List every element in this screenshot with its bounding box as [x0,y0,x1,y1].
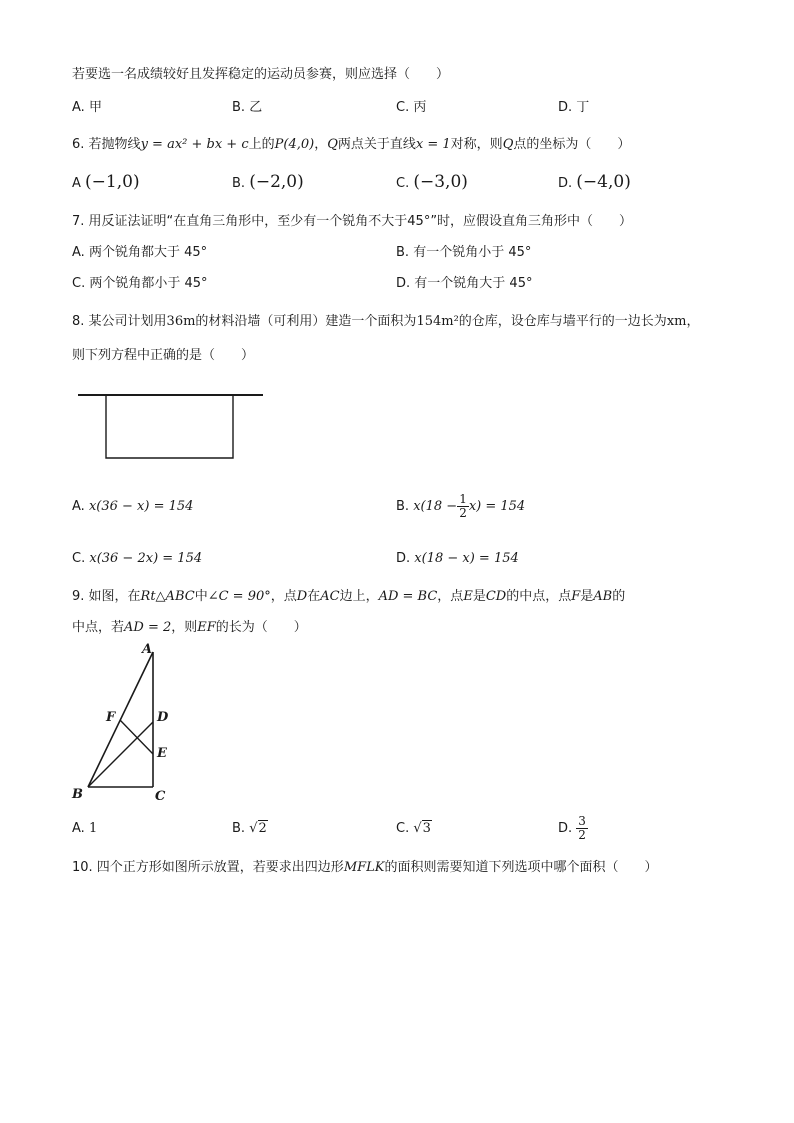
q9-option-a[interactable]: A. 1 [72,821,98,836]
q9-stem-line2: 中点，若AD = 2，则EF的长为（ ） [72,620,307,635]
q5-option-a[interactable]: A. 甲 [72,100,102,115]
sqrt-three: √3 [413,821,431,836]
q6-option-c[interactable]: C. (−3,0) [396,172,468,192]
q5-stem: 若要选一名成绩较好且发挥稳定的运动员参赛，则应选择（ ） [72,67,450,82]
q6-option-a[interactable]: A (−1,0) [72,172,140,192]
q7-option-a[interactable]: A. 两个锐角都大于 45° [72,245,208,260]
q6-stem: 6. 若抛物线y = ax² + bx + c上的P(4,0)，Q两点关于直线x = 1对称，则Q点的坐标为（ ） [72,137,631,152]
segment-ab [88,652,153,787]
q7-stem: 7. 用反证法证明“在直角三角形中，至少有一个锐角不大于45°”时，应假设直角三角形中（ ） [72,214,633,229]
q5-option-d[interactable]: D. 丁 [558,100,590,115]
q6-option-b[interactable]: B. (−2,0) [232,172,304,192]
q9-triangle-figure [64,640,184,810]
q6-axis-line: x = 1 [415,137,451,152]
q5-option-c[interactable]: C. 丙 [396,100,427,115]
q8-option-c[interactable]: C. x(36 − 2x) = 154 [72,551,203,566]
q8-option-b[interactable]: B. x(18 − $\frac{1}{2}$ x) = 154 [396,492,526,520]
sqrt-two: √2 [249,821,267,836]
q7-option-c[interactable]: C. 两个锐角都小于 45° [72,276,208,291]
q8-option-d[interactable]: D. x(18 − x) = 154 [396,551,519,566]
q6-option-d[interactable]: D. (−4,0) [558,172,631,192]
q9-option-d[interactable]: D. $\frac{3}{2}$ [558,814,586,842]
warehouse-rectangle [106,395,233,458]
label-f: F [106,710,116,725]
q8-warehouse-figure [70,385,270,465]
q9-option-b[interactable]: B. √2 [232,821,267,836]
label-e: E [157,746,167,761]
fraction-one-half: $\frac{1}{2}$ [459,492,467,520]
label-a: A [142,642,153,657]
q6-parabola-eq: y = ax² + bx + c [140,137,249,152]
q7-option-b[interactable]: B. 有一个锐角小于 45° [396,245,532,260]
label-b: B [72,787,83,802]
q10-stem: 10. 四个正方形如图所示放置，若要求出四边形MFLK的面积则需要知道下列选项中哪个面积（ ） [72,860,658,875]
label-d: D [157,710,169,725]
segment-fe [120,720,153,754]
label-c: C [155,789,166,804]
segment-bd [88,722,153,787]
q7-option-d[interactable]: D. 有一个锐角大于 45° [396,276,533,291]
q5-option-b[interactable]: B. 乙 [232,100,263,115]
fraction-three-halves: $\frac{3}{2}$ [578,814,586,842]
q8-stem: 8. 某公司计划用36m的材料沿墙（可利用）建造一个面积为154m²的仓库，设仓库与墙平行的一边长为xm， [72,314,700,329]
q9-stem: 9. 如图，在Rt△ABC中∠C = 90°，点D在AC边上，AD = BC，点E是CD的中点，点F是AB的 [72,589,626,604]
q8-stem-line2: 则下列方程中正确的是（ ） [72,348,255,363]
q8-option-a[interactable]: A. x(36 − x) = 154 [72,499,194,514]
q6-point-p: P(4,0) [274,137,315,152]
q9-option-c[interactable]: C. √3 [396,821,431,836]
